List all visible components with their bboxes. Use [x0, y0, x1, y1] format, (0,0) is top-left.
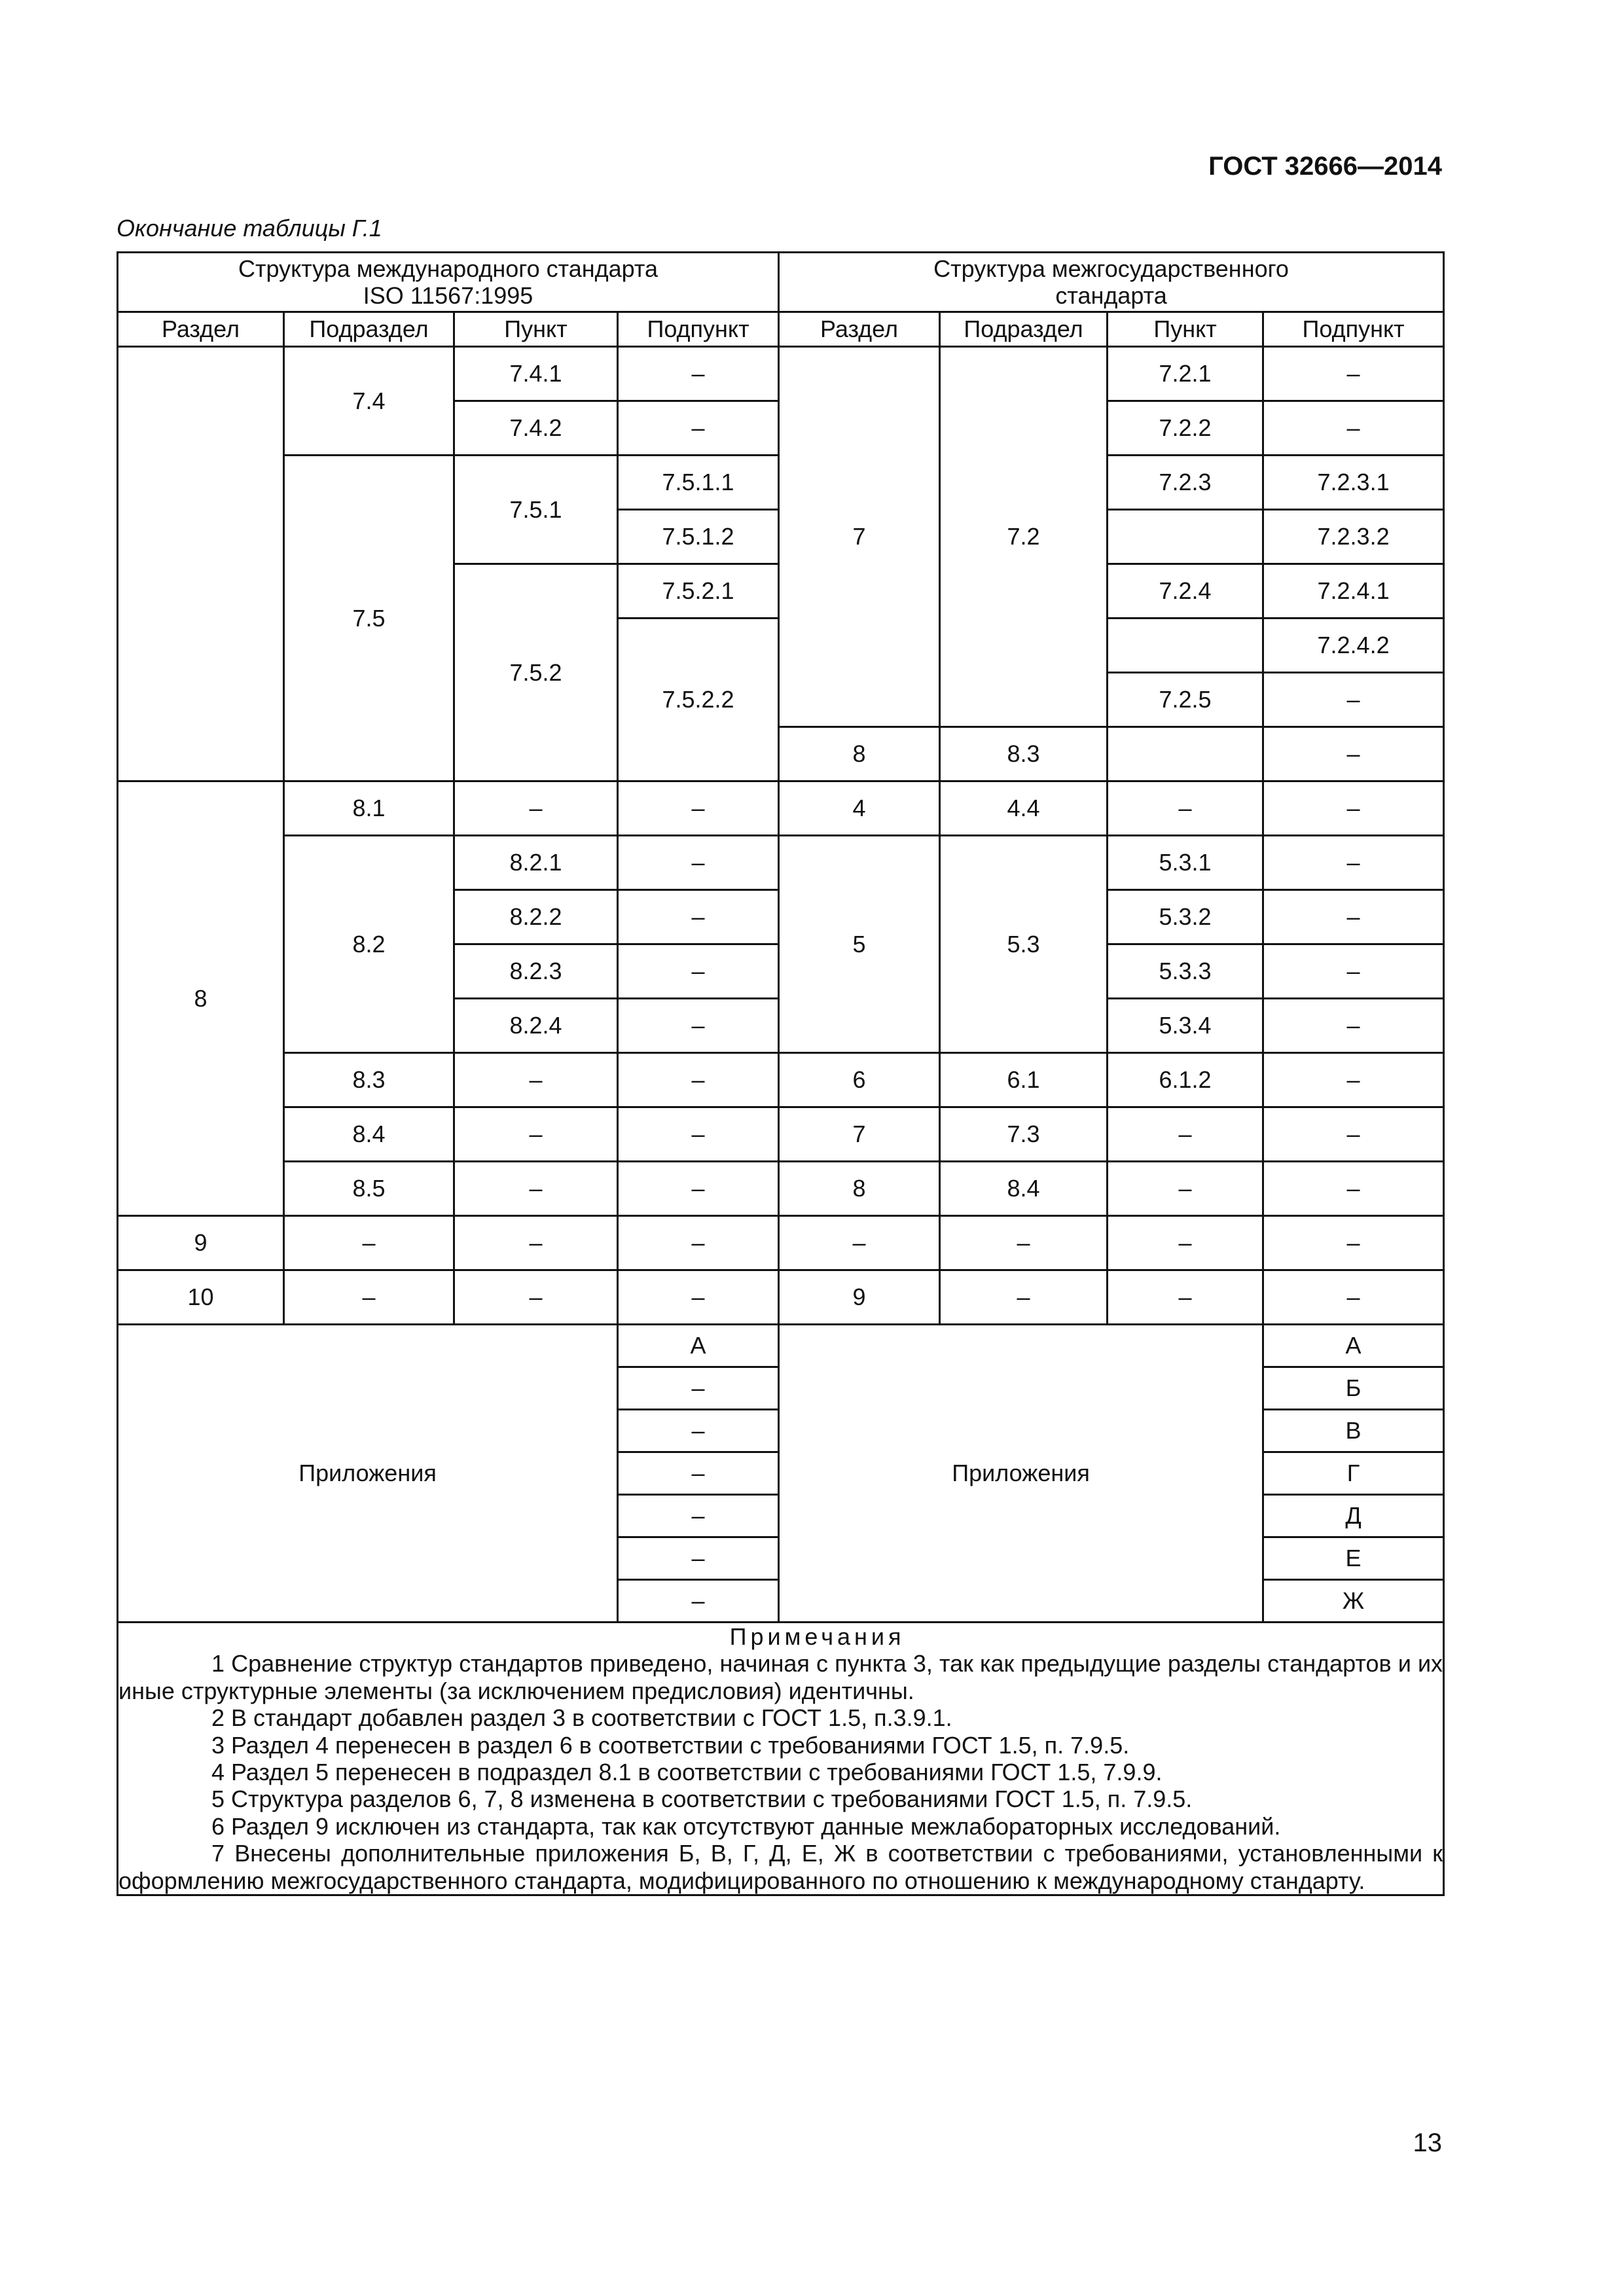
table-row — [118, 1053, 1444, 1107]
table-cell: – — [454, 1107, 618, 1162]
table-cell: – — [1108, 1107, 1263, 1162]
table-cell: – — [1263, 727, 1444, 781]
table-cell: 7.5 — [284, 456, 454, 781]
note-line: 5 Структура разделов 6, 7, 8 изменена в соответствии с требованиями ГОСТ 1.5, п. 7.9.5. — [211, 1785, 1193, 1813]
table-cell: 8.2.2 — [454, 890, 618, 944]
table-cell: – — [1263, 1053, 1444, 1107]
left-group-title-line2: ISO 11567:1995 — [363, 282, 533, 309]
table-row — [118, 1107, 1444, 1162]
table-cell: 7.2.3 — [1108, 456, 1263, 510]
table-cell: – — [284, 1270, 454, 1325]
table-cell — [118, 347, 284, 781]
table-cell: 7.2 — [940, 347, 1108, 727]
table-cell: – — [1108, 1270, 1263, 1325]
table-cell: – — [940, 1270, 1108, 1325]
table-cell: 7 — [779, 1107, 940, 1162]
table-cell: 9 — [118, 1216, 284, 1270]
table-cell: 5.3.4 — [1108, 999, 1263, 1053]
table-cell: 8.4 — [284, 1107, 454, 1162]
table-cell: – — [1108, 1162, 1263, 1216]
annexes-label-right: Приложения — [779, 1325, 1263, 1623]
table-cell: – — [454, 1162, 618, 1216]
table-cell: 8.3 — [940, 727, 1108, 781]
annex-cell-left: – — [618, 1537, 779, 1580]
left-group-header — [118, 253, 779, 312]
table-cell: 4.4 — [940, 781, 1108, 836]
note-line: 2 В стандарт добавлен раздел 3 в соответствии с ГОСТ 1.5, п.3.9.1. — [211, 1704, 952, 1732]
table-row — [118, 1270, 1444, 1325]
table-cell: – — [454, 781, 618, 836]
table-cell: – — [454, 1270, 618, 1325]
table-cell: – — [1263, 347, 1444, 401]
table-cell: 5 — [779, 836, 940, 1053]
table-cell: 8 — [779, 1162, 940, 1216]
col-header: Подпункт — [618, 312, 779, 347]
table-cell: 8.2 — [284, 836, 454, 1053]
table-cell: 7.4.2 — [454, 401, 618, 456]
table-cell: – — [284, 1216, 454, 1270]
annex-cell-right: Б — [1263, 1367, 1444, 1410]
right-group-header — [779, 253, 1444, 312]
table-cell: 6 — [779, 1053, 940, 1107]
table-cell — [1108, 619, 1263, 673]
structure-comparison-table — [117, 251, 1445, 1896]
table-cell: 7.4 — [284, 347, 454, 456]
table-cell: – — [618, 401, 779, 456]
table-cell: – — [1263, 999, 1444, 1053]
annex-cell-right: В — [1263, 1410, 1444, 1452]
annexes-label-left: Приложения — [118, 1325, 618, 1623]
note-line: 4 Раздел 5 перенесен в подраздел 8.1 в соответствии с требованиями ГОСТ 1.5, 7.9.9. — [211, 1758, 1163, 1785]
table-cell: 7.2.4.1 — [1263, 564, 1444, 619]
table-cell: 7.2.1 — [1108, 347, 1263, 401]
table-cell: 5.3.1 — [1108, 836, 1263, 890]
table-cell — [1108, 727, 1263, 781]
annex-cell-left: – — [618, 1452, 779, 1495]
table-cell: 7.2.2 — [1108, 401, 1263, 456]
table-cell: 7.5.1.2 — [618, 510, 779, 564]
table-cell: – — [618, 1216, 779, 1270]
annex-cell-left: – — [618, 1367, 779, 1410]
table-cell: – — [1263, 836, 1444, 890]
table-cell: 8.2.3 — [454, 944, 618, 999]
table-cell: 7.5.2 — [454, 564, 618, 781]
annex-cell-left: А — [618, 1325, 779, 1367]
table-cell: 8.3 — [284, 1053, 454, 1107]
annex-cell-right: Д — [1263, 1495, 1444, 1537]
table-cell: – — [618, 1107, 779, 1162]
annex-cell-right: А — [1263, 1325, 1444, 1367]
table-cell: – — [454, 1053, 618, 1107]
table-row — [118, 836, 1444, 890]
table-cell: 8.1 — [284, 781, 454, 836]
notes-title: Примечания — [729, 1623, 905, 1650]
table-cell: 7.2.3.2 — [1263, 510, 1444, 564]
table-cell: – — [1263, 1216, 1444, 1270]
right-group-title-line1: Структура межгосударственного — [933, 255, 1289, 282]
table-cell: 8.4 — [940, 1162, 1108, 1216]
table-cell: 8.2.1 — [454, 836, 618, 890]
table-cell: – — [618, 781, 779, 836]
table-cell: 7.5.1 — [454, 456, 618, 564]
note-line: 1 Сравнение структур стандартов приведено, начиная с пункта 3, так как предыдущие разделы стандартов и их иные структурные элементы (за исключением предисловия) идентичны. — [118, 1650, 1443, 1704]
document-code: ГОСТ 32666—2014 — [1208, 152, 1442, 181]
table-cell: 8 — [779, 727, 940, 781]
table-cell: – — [618, 944, 779, 999]
note-line: 6 Раздел 9 исключен из стандарта, так как отсутствуют данные межлабораторных исследований. — [211, 1812, 1281, 1840]
table-cell: 7.2.4.2 — [1263, 619, 1444, 673]
note-line: 7 Внесены дополнительные приложения Б, В, Г, Д, Е, Ж в соответствии с требованиями, установленными к оформлению межгосударственного стандарта, модифицированного по отношению к международному стандарту. — [118, 1840, 1443, 1894]
table-cell: 7.5.2.2 — [618, 619, 779, 781]
table-caption: Окончание таблицы Г.1 — [117, 215, 382, 242]
table-cell: 7 — [779, 347, 940, 727]
table-cell: 7.5.1.1 — [618, 456, 779, 510]
header-row-groups — [118, 253, 1444, 312]
col-header: Подраздел — [284, 312, 454, 347]
table-cell: – — [1263, 1270, 1444, 1325]
annex-cell-left: – — [618, 1580, 779, 1623]
table-cell: 7.4.1 — [454, 347, 618, 401]
col-header: Подраздел — [940, 312, 1108, 347]
table-cell: 7.3 — [940, 1107, 1108, 1162]
col-header: Пункт — [1108, 312, 1263, 347]
table-cell: 5.3.3 — [1108, 944, 1263, 999]
col-header: Подпункт — [1263, 312, 1444, 347]
table-row — [118, 347, 1444, 401]
table-cell: 7.2.4 — [1108, 564, 1263, 619]
table-cell: – — [1108, 781, 1263, 836]
annex-row — [118, 1325, 1444, 1367]
table-cell: 7.2.5 — [1108, 673, 1263, 727]
table-row — [118, 781, 1444, 836]
table-cell: – — [1263, 1107, 1444, 1162]
annex-cell-left: – — [618, 1495, 779, 1537]
annex-cell-left: – — [618, 1410, 779, 1452]
table-cell: – — [1263, 890, 1444, 944]
right-group-title-line2: стандарта — [1055, 282, 1167, 309]
table-cell: – — [1108, 1216, 1263, 1270]
left-group-title-line1: Структура международного стандарта — [238, 255, 659, 282]
table-cell: 10 — [118, 1270, 284, 1325]
table-cell: – — [618, 1053, 779, 1107]
col-header: Раздел — [118, 312, 284, 347]
table-row — [118, 1216, 1444, 1270]
table-cell: – — [618, 347, 779, 401]
table-cell: – — [618, 836, 779, 890]
annex-cell-right: Ж — [1263, 1580, 1444, 1623]
table-cell: – — [1263, 673, 1444, 727]
header-row-columns — [118, 312, 1444, 347]
table-cell: – — [1263, 401, 1444, 456]
table-cell: 5.3.2 — [1108, 890, 1263, 944]
table-cell: 8.2.4 — [454, 999, 618, 1053]
table-cell: 4 — [779, 781, 940, 836]
table-cell: 6.1 — [940, 1053, 1108, 1107]
table-cell: – — [1263, 1162, 1444, 1216]
table-cell: – — [1263, 944, 1444, 999]
table-cell: 5.3 — [940, 836, 1108, 1053]
notes-block — [118, 1623, 1444, 1895]
table-cell: 7.5.2.1 — [618, 564, 779, 619]
annex-cell-right: Г — [1263, 1452, 1444, 1495]
table-cell: – — [779, 1216, 940, 1270]
note-line: 3 Раздел 4 перенесен в раздел 6 в соответствии с требованиями ГОСТ 1.5, п. 7.9.5. — [211, 1731, 1130, 1759]
table-cell: 7.2.3.1 — [1263, 456, 1444, 510]
col-header: Пункт — [454, 312, 618, 347]
table-cell — [1108, 510, 1263, 564]
notes-row — [118, 1623, 1444, 1895]
table-cell: – — [1263, 781, 1444, 836]
table-cell: – — [618, 890, 779, 944]
table-cell: – — [454, 1216, 618, 1270]
page-number: 13 — [1413, 2128, 1442, 2157]
table-cell: – — [940, 1216, 1108, 1270]
table-cell: 8 — [118, 781, 284, 1216]
table-cell: – — [618, 999, 779, 1053]
table-cell: 6.1.2 — [1108, 1053, 1263, 1107]
table-cell: – — [618, 1270, 779, 1325]
table-cell: 8.5 — [284, 1162, 454, 1216]
table-cell: 9 — [779, 1270, 940, 1325]
col-header: Раздел — [779, 312, 940, 347]
annex-cell-right: Е — [1263, 1537, 1444, 1580]
table-row — [118, 1162, 1444, 1216]
table-cell: – — [618, 1162, 779, 1216]
